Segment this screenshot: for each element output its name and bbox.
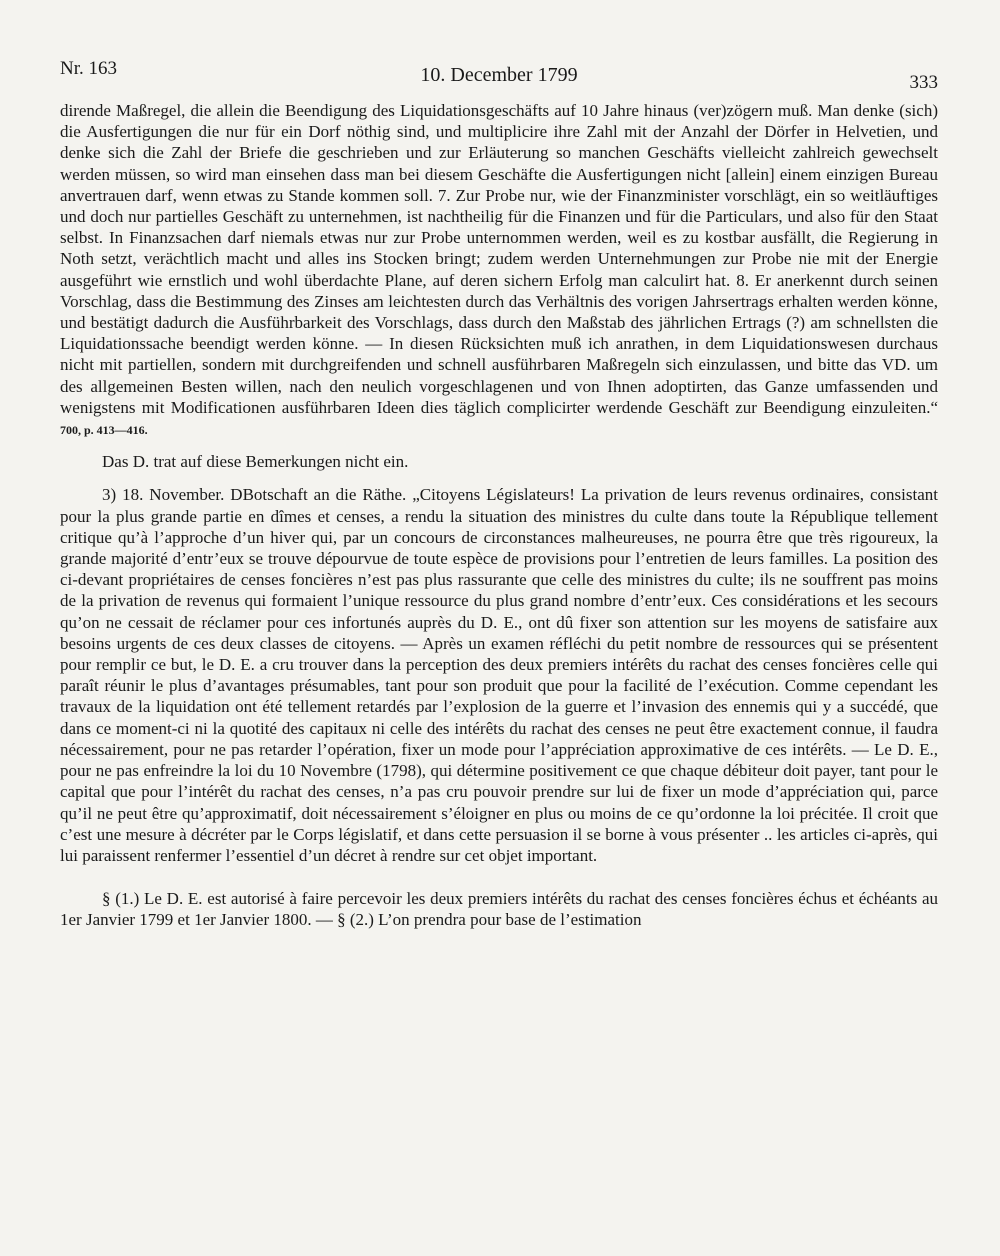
document-number: Nr. 163 xyxy=(60,58,117,79)
paragraph-note: Das D. trat auf diese Bemerkungen nicht ein. xyxy=(102,452,409,472)
document-date: 10. December 1799 xyxy=(420,64,578,86)
paragraph-continuation xyxy=(60,100,938,441)
paragraph-message: 3) 18. November. DBotschaft an die Räthe. „Citoyens Législateurs! La privation de leurs revenus ordinaires, consistant pour la plus grande partie en dîmes et censes, a rendu la situation des ministres du culte dans toute la République tellement critique qu’à l’approche d’un hiver qui, par un concours de circonstances malheureuses, ne pourra être que très rigoureux, la grande majorité d’entr’eux se trouve dépourvue de toute espèce de provisions pour l’entretien de leurs familles. La position des ci-devant propriétaires de censes foncières n’est pas plus rassurante que celle des ministres du culte; ils ne souffrent pas moins de la privation de revenus qui formaient l’unique ressource du plus grand nombre d’entr’eux. Ces considérations et les secours qu’on ne cessait de réclamer pour ces infortunés auprès du D. E., ont dû fixer son attention sur les moyens de satisfaire aux besoins urgents de ces deux classes de citoyens. — Après un examen réfléchi du petit nombre de ressources qui se présentent pour remplir ce but, le D. E. a cru trouver dans la perception des deux premiers intérêts du rachat des censes foncières celle qui paraît réunir le plus d’avantages présumables, tant pour son produit que pour la facilité de l’exécution. Comme cependant les travaux de la liquidation ont été tellement retardés par l’explosion de la guerre et l’invasion des ennemis qui y a succédé, que dans ce moment-ci ni la quotité des capitaux ni celle des intérêts du rachat des censes ne peut être exactement connue, il faudra nécessairement, pour ne pas retarder l’opération, fixer un mode pour l’appréciation approximative de ces intérêts. — Le D. E., pour ne pas enfreindre la loi du 10 Novembre (1798), qui détermine positivement ce que chaque débiteur doit payer, tant pour le capital que pour l’intérêt du rachat des censes, n’a pas cru pouvoir prendre sur lui de fixer un mode d’appréciation qui, parce qu’il ne peut être qu’approximatif, doit nécessairement s’éloigner en plus ou moins de ce qu’ordonne la loi précitée. Il croit que c’est une mesure à décréter par le Corps législatif, et dans cette persuasion il se borne à vous présenter .. les articles ci-après, qui lui paraissent renfermer l’essentiel d’un décret à rendre sur cet objet important. xyxy=(60,485,938,865)
body-text xyxy=(60,100,938,931)
running-head xyxy=(60,58,938,100)
page-number: 333 xyxy=(909,72,938,93)
paragraph-text: dirende Maßregel, die allein die Beendigung des Liquidationsgeschäfts auf 10 Jahre hinaus (ver)zögern muß. Man denke (sich) die Ausfertigungen die nur für ein Dorf nöthig sind, und multiplicire ihre Zahl mit der Anzahl der Dörfer in Helvetien, und denke sich die Zahl der Briefe die geschrieben und zur Erläuterung so manchen Geschäfts vielleicht zahlreich gewechselt werden müssen, so wird man einsehen dass man bei diesem Geschäfte die Ausfertigungen nicht [allein] einem einzigen Bureau anvertrauen darf, wenn etwas zu Stande kommen soll. 7. Zur Probe nur, wie der Finanzminister vorschlägt, ein so weitläuftiges und doch nur partielles Geschäft zu unternehmen, ist nachtheilig für die Finanzen und für die Particulars, und also für den Staat selbst. In Finanzsachen darf niemals etwas nur zur Probe unternommen werden, weil es zu kostbar ausfällt, die Regierung in Noth setzt, verächtlich macht und alles ins Stocken bringt; zudem werden Unternehmungen zur Probe nie mit der Energie ausgeführt wie ernstlich und wohl überdachte Plane, auf deren sichern Erfolg man calculirt hat. 8. Er anerkennt durch seinen Vorschlag, dass die Bestimmung des Zinses am leichtesten durch das Verhältnis des vorigen Jahrsertrags erhalten werden könne, und bestätigt dadurch die Ausführbarkeit des Vorschlags, dass durch den Maßstab des jährlichen Ertrags (?) am schnellsten die Liquidationssache beendigt werden könne. — In diesen Rücksichten muß ich anrathen, in dem Liquidationswesen durchaus nicht mit partiellen, sondern mit durchgreifenden und schnell ausführbaren Maßregeln sich einzulassen, und bitte das VD. um des allgemeinen Besten willen, nach den neulich vorgeschlagenen und von Ihnen adoptirten, das Ganze umfassenden und wenigstens mit Modificationen ausführbaren Ideen dies täglich complicirter werdende Geschäft zur Beendigung einzuleiten.“ xyxy=(60,101,938,417)
paragraph-articles: § (1.) Le D. E. est autorisé à faire percevoir les deux premiers intérêts du rachat des censes foncières échus et échéants au 1er Janvier 1799 et 1er Janvier 1800. — § (2.) L’on prendra pour base de l’estimation xyxy=(60,889,938,930)
source-reference: 700, p. 413—416. xyxy=(60,423,148,438)
